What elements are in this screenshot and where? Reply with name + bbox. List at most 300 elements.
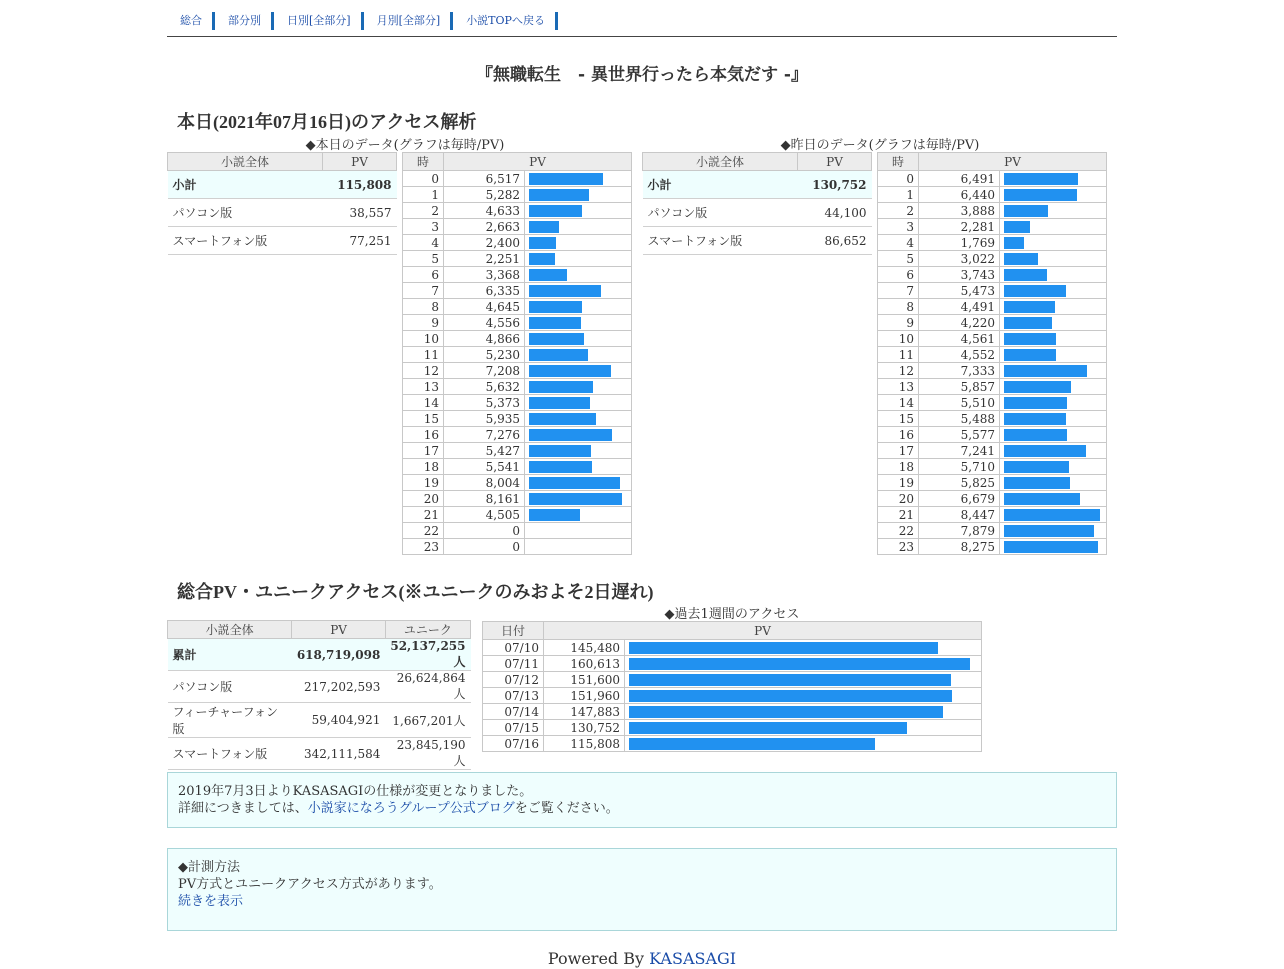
- nav-link-by-part[interactable]: 部分別: [215, 12, 274, 30]
- row-label: 20: [403, 491, 444, 507]
- pv-bar: [1004, 349, 1056, 361]
- data-row: [403, 395, 632, 411]
- pv-bar: [529, 253, 555, 265]
- kasasagi-link[interactable]: KASASAGI: [649, 949, 737, 968]
- pv-bar: [529, 509, 580, 521]
- row-pv: 5,510: [919, 395, 1000, 411]
- data-row: [878, 379, 1107, 395]
- row-bar-cell: [1000, 443, 1107, 459]
- row-bar-cell: [525, 443, 632, 459]
- summary-label: スマートフォン版: [168, 227, 323, 255]
- data-row: [878, 299, 1107, 315]
- row-label: 13: [403, 379, 444, 395]
- total-heading: 総合PV・ユニークアクセス(※ユニークのみおよそ2日遅れ): [177, 582, 654, 602]
- data-row: [878, 523, 1107, 539]
- row-pv: 2,400: [444, 235, 525, 251]
- data-row: [878, 251, 1107, 267]
- row-pv: 5,427: [444, 443, 525, 459]
- summary-header-label: 小説全体: [643, 153, 798, 171]
- row-bar-cell: [1000, 267, 1107, 283]
- hour-header-pv: PV: [444, 153, 632, 171]
- row-pv: 3,368: [444, 267, 525, 283]
- spec-change-notice: [167, 772, 1117, 828]
- row-pv: 6,679: [919, 491, 1000, 507]
- hour-header-hour: 時: [878, 153, 919, 171]
- data-row: [403, 379, 632, 395]
- row-pv: 5,632: [444, 379, 525, 395]
- week-caption: ◆過去1週間のアクセス: [664, 607, 800, 622]
- row-pv: 5,373: [444, 395, 525, 411]
- footer-prefix: Powered By: [547, 949, 650, 968]
- row-label: 9: [878, 315, 919, 331]
- row-bar-cell: [1000, 187, 1107, 203]
- novel-title: 『無職転生 - 異世界行ったら本気だす -』: [476, 65, 808, 85]
- row-bar-cell: [1000, 523, 1107, 539]
- row-pv: 8,275: [919, 539, 1000, 555]
- data-row: [403, 507, 632, 523]
- pv-bar: [629, 738, 875, 750]
- row-pv: 0: [444, 523, 525, 539]
- row-label: 1: [878, 187, 919, 203]
- data-row: [483, 736, 982, 752]
- row-label: 6: [403, 267, 444, 283]
- row-label: 10: [403, 331, 444, 347]
- nav-link-monthly[interactable]: 月別[全部分]: [364, 12, 454, 30]
- data-row: [403, 187, 632, 203]
- pv-bar: [629, 690, 952, 702]
- total-row: [168, 703, 471, 738]
- pv-bar: [529, 397, 590, 409]
- row-bar-cell: [625, 736, 982, 752]
- row-bar-cell: [525, 363, 632, 379]
- row-pv: 8,447: [919, 507, 1000, 523]
- data-row: [878, 267, 1107, 283]
- data-row: [878, 283, 1107, 299]
- show-more-link[interactable]: 続きを表示: [178, 894, 244, 909]
- yesterday-caption: ◆昨日のデータ(グラフは毎時/PV): [780, 138, 980, 153]
- pv-bar: [529, 189, 589, 201]
- pv-bar: [1004, 205, 1048, 217]
- summary-header-pv: PV: [323, 153, 397, 171]
- data-row: [403, 203, 632, 219]
- data-row: [403, 523, 632, 539]
- row-bar-cell: [1000, 315, 1107, 331]
- total-row: [168, 738, 471, 770]
- pv-bar: [1004, 445, 1086, 457]
- row-bar-cell: [525, 203, 632, 219]
- row-pv: 8,004: [444, 475, 525, 491]
- row-pv: 7,208: [444, 363, 525, 379]
- row-bar-cell: [525, 235, 632, 251]
- row-bar-cell: [525, 491, 632, 507]
- row-pv: 4,633: [444, 203, 525, 219]
- summary-label: スマートフォン版: [643, 227, 798, 255]
- total-header-label: 小説全体: [168, 621, 292, 639]
- today-caption: ◆本日のデータ(グラフは毎時/PV): [305, 138, 505, 153]
- row-pv: 5,857: [919, 379, 1000, 395]
- row-bar-cell: [1000, 203, 1107, 219]
- data-row: [403, 411, 632, 427]
- pv-bar: [529, 445, 591, 457]
- week-header-pv: PV: [544, 622, 982, 640]
- row-bar-cell: [525, 459, 632, 475]
- row-pv: 5,935: [444, 411, 525, 427]
- summary-pv: 77,251: [323, 227, 397, 255]
- row-label: 07/16: [483, 736, 544, 752]
- data-row: [878, 235, 1107, 251]
- summary-row: [168, 199, 397, 227]
- pv-bar: [1004, 509, 1100, 521]
- summary-label: パソコン版: [643, 199, 798, 227]
- row-label: 17: [403, 443, 444, 459]
- row-pv: 5,230: [444, 347, 525, 363]
- data-row: [403, 539, 632, 555]
- row-pv: 4,645: [444, 299, 525, 315]
- row-pv: 3,888: [919, 203, 1000, 219]
- row-label: 23: [878, 539, 919, 555]
- notice-line2: [178, 800, 1106, 817]
- data-row: [878, 187, 1107, 203]
- pv-bar: [1004, 461, 1069, 473]
- row-bar-cell: [525, 187, 632, 203]
- data-row: [878, 219, 1107, 235]
- pv-bar: [529, 477, 620, 489]
- data-row: [403, 235, 632, 251]
- measurement-notice: [167, 848, 1117, 931]
- row-pv: 7,241: [919, 443, 1000, 459]
- pv-bar: [529, 381, 593, 393]
- pv-bar: [1004, 173, 1078, 185]
- row-bar-cell: [1000, 363, 1107, 379]
- row-label: 23: [403, 539, 444, 555]
- row-label: 07/13: [483, 688, 544, 704]
- row-bar-cell: [1000, 491, 1107, 507]
- data-row: [483, 656, 982, 672]
- row-label: 2: [403, 203, 444, 219]
- data-row: [483, 672, 982, 688]
- row-bar-cell: [525, 251, 632, 267]
- summary-header-label: 小説全体: [168, 153, 323, 171]
- row-label: 15: [403, 411, 444, 427]
- summary-row: [168, 171, 397, 199]
- top-nav: [167, 11, 558, 30]
- row-label: 0: [878, 171, 919, 187]
- row-label: 14: [403, 395, 444, 411]
- total-unique: 1,667,201人: [385, 703, 470, 738]
- today-hourly-table: [402, 152, 632, 555]
- row-label: 11: [878, 347, 919, 363]
- data-row: [403, 427, 632, 443]
- summary-row: [643, 227, 872, 255]
- row-label: 11: [403, 347, 444, 363]
- summary-pv: 115,808: [323, 171, 397, 199]
- row-bar-cell: [525, 267, 632, 283]
- row-pv: 147,883: [544, 704, 625, 720]
- row-pv: 2,251: [444, 251, 525, 267]
- row-bar-cell: [625, 672, 982, 688]
- pv-bar: [529, 493, 622, 505]
- pv-bar: [529, 413, 596, 425]
- row-bar-cell: [525, 283, 632, 299]
- row-label: 7: [878, 283, 919, 299]
- row-label: 0: [403, 171, 444, 187]
- row-label: 07/14: [483, 704, 544, 720]
- row-label: 19: [878, 475, 919, 491]
- pv-bar: [529, 429, 612, 441]
- row-pv: 151,600: [544, 672, 625, 688]
- total-unique: 26,624,864人: [385, 671, 470, 703]
- row-label: 07/10: [483, 640, 544, 656]
- pv-bar: [1004, 269, 1047, 281]
- row-pv: 4,556: [444, 315, 525, 331]
- row-pv: 145,480: [544, 640, 625, 656]
- hour-header-hour: 時: [403, 153, 444, 171]
- week-table: [482, 621, 982, 752]
- data-row: [403, 251, 632, 267]
- row-bar-cell: [1000, 507, 1107, 523]
- data-row: [878, 171, 1107, 187]
- row-bar-cell: [1000, 299, 1107, 315]
- row-label: 16: [403, 427, 444, 443]
- data-row: [403, 347, 632, 363]
- row-bar-cell: [625, 640, 982, 656]
- notice-line2-pre: 詳細につきましては、: [178, 801, 308, 816]
- row-bar-cell: [625, 656, 982, 672]
- data-row: [403, 363, 632, 379]
- row-label: 3: [403, 219, 444, 235]
- total-label: 累計: [168, 639, 292, 671]
- row-bar-cell: [525, 315, 632, 331]
- data-row: [403, 459, 632, 475]
- row-bar-cell: [525, 475, 632, 491]
- row-pv: 6,517: [444, 171, 525, 187]
- total-summary-table: [167, 620, 471, 770]
- total-header-unique: ユニーク: [385, 621, 470, 639]
- row-bar-cell: [1000, 379, 1107, 395]
- pv-bar: [629, 642, 938, 654]
- official-blog-link[interactable]: 小説家になろうグループ公式ブログ: [307, 801, 515, 816]
- pv-bar: [629, 674, 951, 686]
- row-pv: 151,960: [544, 688, 625, 704]
- row-bar-cell: [1000, 219, 1107, 235]
- data-row: [878, 539, 1107, 555]
- row-label: 16: [878, 427, 919, 443]
- row-pv: 4,505: [444, 507, 525, 523]
- notice-line2-post: をご覧ください。: [514, 801, 619, 816]
- row-bar-cell: [1000, 427, 1107, 443]
- row-label: 14: [878, 395, 919, 411]
- total-label: パソコン版: [168, 671, 292, 703]
- nav-divider: [167, 36, 1117, 37]
- pv-bar: [1004, 333, 1056, 345]
- row-label: 07/11: [483, 656, 544, 672]
- data-row: [403, 283, 632, 299]
- notice-line1: 2019年7月3日よりKASASAGIの仕様が変更となりました。: [178, 784, 533, 799]
- data-row: [403, 315, 632, 331]
- data-row: [403, 267, 632, 283]
- row-pv: 6,335: [444, 283, 525, 299]
- row-label: 5: [878, 251, 919, 267]
- measurement-title: ◆計測方法: [178, 860, 240, 875]
- row-bar-cell: [1000, 251, 1107, 267]
- pv-bar: [529, 365, 611, 377]
- row-pv: 5,577: [919, 427, 1000, 443]
- data-row: [403, 475, 632, 491]
- summary-row: [168, 227, 397, 255]
- pv-bar: [529, 285, 601, 297]
- data-row: [403, 299, 632, 315]
- row-bar-cell: [525, 507, 632, 523]
- row-bar-cell: [1000, 347, 1107, 363]
- pv-bar: [1004, 525, 1094, 537]
- pv-bar: [1004, 221, 1030, 233]
- row-pv: 7,879: [919, 523, 1000, 539]
- pv-bar: [629, 722, 907, 734]
- row-bar-cell: [525, 427, 632, 443]
- pv-bar: [1004, 189, 1077, 201]
- data-row: [878, 491, 1107, 507]
- row-bar-cell: [1000, 331, 1107, 347]
- data-row: [878, 443, 1107, 459]
- row-pv: 5,282: [444, 187, 525, 203]
- row-pv: 1,769: [919, 235, 1000, 251]
- hour-header-pv: PV: [919, 153, 1107, 171]
- row-bar-cell: [625, 704, 982, 720]
- data-row: [403, 331, 632, 347]
- data-row: [878, 347, 1107, 363]
- row-pv: 4,561: [919, 331, 1000, 347]
- total-header-pv: PV: [292, 621, 386, 639]
- pv-bar: [1004, 301, 1055, 313]
- data-row: [403, 491, 632, 507]
- data-row: [878, 411, 1107, 427]
- row-label: 12: [878, 363, 919, 379]
- total-pv: 217,202,593: [292, 671, 386, 703]
- data-row: [878, 427, 1107, 443]
- row-bar-cell: [525, 379, 632, 395]
- pv-bar: [529, 301, 582, 313]
- pv-bar: [1004, 397, 1067, 409]
- pv-bar: [629, 658, 970, 670]
- row-bar-cell: [1000, 539, 1107, 555]
- total-pv: 342,111,584: [292, 738, 386, 770]
- row-label: 9: [403, 315, 444, 331]
- row-bar-cell: [1000, 411, 1107, 427]
- row-pv: 3,022: [919, 251, 1000, 267]
- data-row: [483, 720, 982, 736]
- summary-pv: 38,557: [323, 199, 397, 227]
- row-label: 20: [878, 491, 919, 507]
- row-pv: 4,491: [919, 299, 1000, 315]
- data-row: [403, 219, 632, 235]
- summary-label: 小計: [168, 171, 323, 199]
- data-row: [878, 459, 1107, 475]
- pv-bar: [1004, 381, 1071, 393]
- row-label: 21: [403, 507, 444, 523]
- total-label: スマートフォン版: [168, 738, 292, 770]
- today-heading: 本日(2021年07月16日)のアクセス解析: [177, 112, 477, 132]
- pv-bar: [529, 237, 556, 249]
- data-row: [878, 507, 1107, 523]
- row-pv: 4,866: [444, 331, 525, 347]
- row-label: 19: [403, 475, 444, 491]
- row-label: 8: [403, 299, 444, 315]
- row-label: 12: [403, 363, 444, 379]
- row-pv: 4,552: [919, 347, 1000, 363]
- pv-bar: [629, 706, 943, 718]
- row-label: 07/12: [483, 672, 544, 688]
- data-row: [878, 395, 1107, 411]
- data-row: [483, 640, 982, 656]
- summary-pv: 86,652: [798, 227, 872, 255]
- row-bar-cell: [525, 523, 632, 539]
- pv-bar: [529, 205, 582, 217]
- row-bar-cell: [525, 347, 632, 363]
- summary-label: パソコン版: [168, 199, 323, 227]
- row-pv: 8,161: [444, 491, 525, 507]
- today-summary-table: [167, 152, 397, 255]
- row-bar-cell: [625, 720, 982, 736]
- summary-pv: 44,100: [798, 199, 872, 227]
- row-bar-cell: [525, 331, 632, 347]
- row-label: 22: [878, 523, 919, 539]
- row-bar-cell: [625, 688, 982, 704]
- data-row: [403, 171, 632, 187]
- total-pv: 618,719,098: [292, 639, 386, 671]
- row-pv: 5,710: [919, 459, 1000, 475]
- data-row: [483, 704, 982, 720]
- row-pv: 7,276: [444, 427, 525, 443]
- row-pv: 130,752: [544, 720, 625, 736]
- summary-label: 小計: [643, 171, 798, 199]
- total-label: フィーチャーフォン版: [168, 703, 292, 738]
- pv-bar: [1004, 493, 1080, 505]
- row-bar-cell: [525, 299, 632, 315]
- row-pv: 5,488: [919, 411, 1000, 427]
- row-bar-cell: [525, 395, 632, 411]
- measurement-text: PV方式とユニークアクセス方式があります。: [178, 877, 442, 892]
- row-label: 1: [403, 187, 444, 203]
- data-row: [483, 688, 982, 704]
- summary-row: [643, 171, 872, 199]
- week-header-date: 日付: [483, 622, 544, 640]
- row-pv: 4,220: [919, 315, 1000, 331]
- nav-link-daily[interactable]: 日別[全部分]: [274, 12, 364, 30]
- pv-bar: [1004, 413, 1066, 425]
- row-bar-cell: [1000, 171, 1107, 187]
- row-bar-cell: [1000, 475, 1107, 491]
- row-pv: 5,541: [444, 459, 525, 475]
- summary-header-pv: PV: [798, 153, 872, 171]
- footer: [167, 949, 1117, 968]
- pv-bar: [529, 269, 567, 281]
- row-label: 10: [878, 331, 919, 347]
- total-pv: 59,404,921: [292, 703, 386, 738]
- pv-bar: [1004, 365, 1087, 377]
- pv-bar: [529, 333, 584, 345]
- row-pv: 5,473: [919, 283, 1000, 299]
- row-bar-cell: [1000, 395, 1107, 411]
- pv-bar: [1004, 317, 1052, 329]
- nav-link-overall[interactable]: 総合: [167, 12, 215, 30]
- total-row: [168, 671, 471, 703]
- yesterday-hourly-table: [877, 152, 1107, 555]
- data-row: [878, 363, 1107, 379]
- nav-link-novel-top[interactable]: 小説TOPへ戻る: [453, 12, 558, 30]
- row-bar-cell: [525, 219, 632, 235]
- total-row: [168, 639, 471, 671]
- row-bar-cell: [1000, 283, 1107, 299]
